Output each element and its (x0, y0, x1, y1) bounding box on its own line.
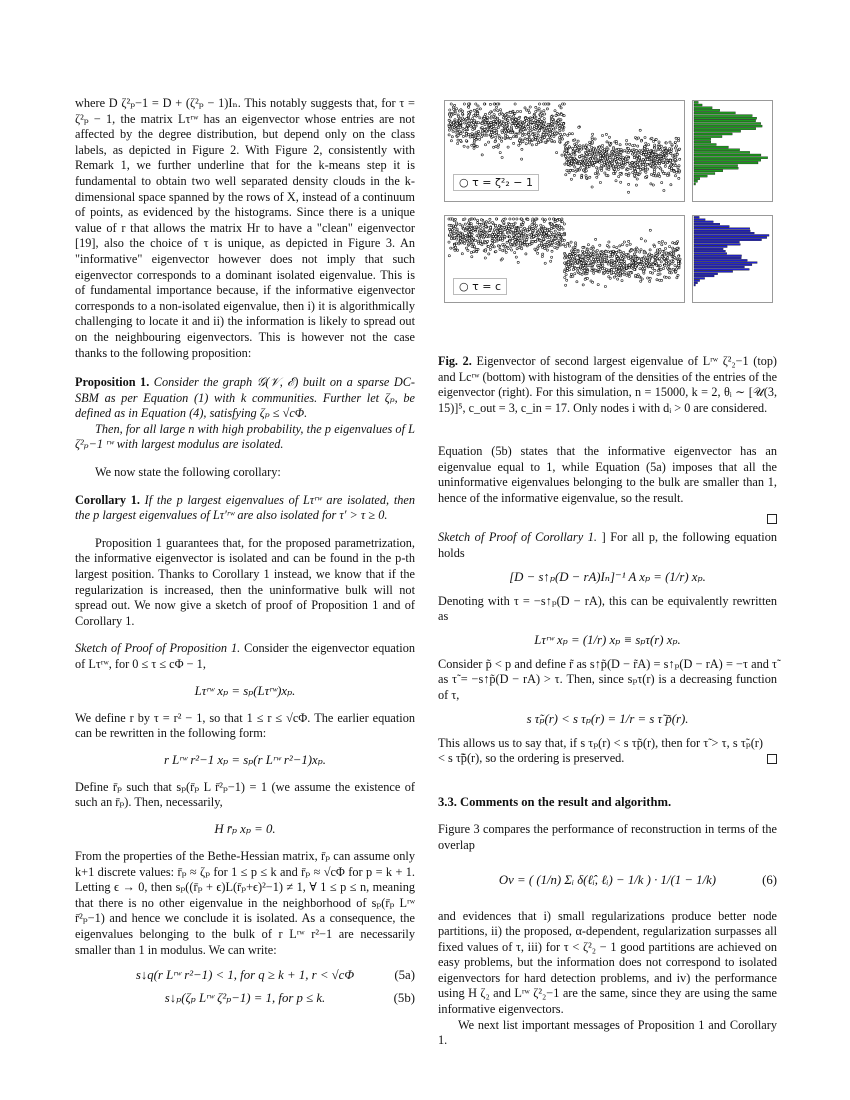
corollary-1 (75, 493, 415, 524)
paragraph-intro: where D ζ²ₚ−1 = D + (ζ²ₚ − 1)Iₙ. This notably suggests that, for τ = ζ²ₚ − 1, the matrix Lτʳʷ has an eigenvector whose entries are not affected by the degree distribution, but depend only on the class labels, as depicted in Figure 2. With Figure 2, consistently with Remark 1, we further underline that for the k-means step it is fundamental to obtain two well separated density clouds in the k-dimensional space spanned by the rows of X, instead of a continuum of points, as evidenced by the histograms. Since there is a unique value of r that allows the matrix Hr to have a "clean" eigenvector [19], also the choice of τ is unique, as depicted in Figure 3. An "informative" eigenvector however does not imply that such eigenvector corresponds to a dominant isolated eigenvalue. This is of fundamental importance because, if the informative eigenvector corresponds to a non-isolated eigenvalue, then i) it is algorithmically challenging to locate it and ii) the information is likely to spread out on the neighbouring eigenvectors. This is however not the case thanks to the following proposition: (75, 96, 415, 360)
equation-5a-body: s↓q(r Lʳʷ r²−1) < 1, for q ≥ k + 1, r < √cΦ (135, 968, 355, 983)
scatter-panel-top (444, 100, 685, 202)
equation-5a-number: (5a) (394, 968, 415, 983)
equation-bethe-hessian: H r̄ₚ xₚ = 0. (214, 821, 276, 836)
sketch-proof-corollary-text: ] For all p, the following equation holds (438, 530, 777, 560)
legend-label-top: τ = ζ²₂ − 1 (472, 176, 533, 189)
qed-box-icon-2 (767, 754, 777, 764)
equation-6-number: (6) (762, 872, 777, 887)
figure-caption-text: Eigenvector of second largest eigenvalue of Lʳʷ ζ²₂−1 (top) and Lcʳʷ (bottom) with histogram of the densities of the entries of the eigenvector (right). For this simulation, n = 15000, k = 2, θᵢ ∼ [𝒰(3, 15)]⁵, c_out = 3, c_in = 17. Only nodes i with dᵢ > 0 are considered. (438, 354, 777, 415)
histogram-top (693, 101, 772, 201)
paragraph-define-r: We define r by τ = r² − 1, so that 1 ≤ r ≤ √cΦ. The earlier equation can be rewritten in the following form: (75, 710, 415, 741)
paragraph-consider: Consider p̃ < p and define r̃ as s↑p̃(D − r̃A) = s↑ₚ(D − rA) = −τ and τ̃ as τ̃ = −s↑p̃(D − rA) > τ. Then, since sₚτ(r) is a decreasing function of τ, (438, 656, 777, 702)
paragraph-next: We next list important messages of Proposition 1 and Corollary 1. (438, 1017, 777, 1048)
corollary-label: Corollary 1. (75, 492, 140, 507)
equation-corollary-b: Lτʳʷ xₚ = (1/r) xₚ ≡ sₚτ(r) xₚ. (534, 632, 681, 647)
legend-marker-bottom: ○ (459, 280, 469, 293)
histogram-panel-bottom (692, 215, 773, 303)
figure-2 (438, 100, 777, 330)
sketch-proof-corollary-label: Sketch of Proof of Corollary 1. (438, 530, 597, 545)
paragraph-guarantee: Proposition 1 guarantees that, for the proposed parametrization, the informative eigenvector is isolated and can be found in the p-th largest position. Thanks to Corollary 1 instead, we know that if the regularization is increased, then the uninformative bulk will not spread out. We now give a sketch of proof of Proposition 1 and of Corollary 1. (75, 535, 415, 628)
sketch-proof-text: Consider the eigenvector equation of Lτʳʷ, for 0 ≤ τ ≤ cΦ − 1, (75, 641, 415, 671)
paragraph-define-rp: Define r̄ₚ such that sₚ(r̄ₚ L r̄²ₚ−1) = 1 (we assume the existence of such an r̄ₚ). Then, necessarily, (75, 779, 415, 810)
legend-top (453, 174, 539, 191)
equation-5a (75, 967, 415, 984)
scatter-panel-bottom (444, 215, 685, 303)
equation-5b (75, 990, 415, 1007)
histogram-bars (694, 216, 769, 286)
paragraph-overlap: Figure 3 compares the performance of reconstruction in terms of the overlap (438, 822, 777, 852)
equation-5b-number: (5b) (393, 991, 415, 1006)
sketch-proof-label: Sketch of Proof of Proposition 1. (75, 641, 241, 656)
qed-1 (438, 510, 777, 524)
left-column (75, 96, 415, 1013)
sketch-proof-prop (75, 641, 415, 672)
section-heading: 3.3. Comments on the result and algorithm. (438, 794, 672, 809)
equation-eigenvector: Lτʳʷ xₚ = sₚ(Lτʳʷ)xₚ. (194, 683, 296, 698)
right-column (438, 100, 777, 1049)
equation-corollary-c: s τ̃ₚ(r) < s τₚ(r) = 1/r = s τ̃ p̃(r). (526, 711, 689, 726)
legend-bottom (453, 278, 507, 295)
equation-6-body: Ov = ( (1/n) Σᵢ δ(ℓ̂ᵢ, ℓᵢ) − 1/k ) · 1/(1 − 1/k) (498, 872, 717, 887)
paragraph-bethe-properties: From the properties of the Bethe-Hessian matrix, r̄ₚ can assume only k+1 discrete values: r̄ₚ ≈ ζₚ for 1 ≤ p ≤ k and r̄ₚ ≈ √cΦ for p = k + 1. Letting ϵ → 0, then sₚ((r̄ₚ + ϵ)L(r̄ₚ+ϵ)²−1) ≠ 1, ∀ 1 ≤ p ≤ n, meaning that there is no other eigenvalue in the neighborhood of sₚ(r̄ₚ Lʳʷ r̄²ₚ−1) and hence we conclude it is isolated. As a consequence, the eigenvalues belonging to the bulk of r Lʳʷ r²−1 are necessarily smaller than 1 in modulus. We can write: (75, 848, 415, 957)
proposition-1 (75, 375, 415, 422)
histogram-bars (694, 101, 768, 185)
proposition-text-2: Then, for all large n with high probability, the p eigenvalues of L ζ²ₚ−1 ʳʷ with largest modulus are isolated. (75, 421, 415, 452)
paragraph-corollary-intro: We now state the following corollary: (95, 465, 281, 480)
sketch-proof-corollary (438, 530, 777, 561)
paragraph-ordering-text: This allows us to say that, if s τₚ(r) < s τp̃(r), then for τ̃ > τ, s τ̃ₚ(r) < s τ̃p̃(r), so the ordering is preserved. (438, 735, 763, 766)
histogram-panel-top (692, 100, 773, 202)
equation-6 (438, 872, 777, 889)
proposition-label: Proposition 1. (75, 375, 150, 390)
legend-label-bottom: τ = c (472, 280, 501, 293)
paragraph-eq5b: Equation (5b) states that the informative eigenvector has an eigenvalue equal to 1, while Equation (5a) imposes that all the uninformative eigenvalues belonging to the bulk are smaller than 1, hence of the informative eigenvalue, so the result. (438, 444, 777, 505)
equation-5b-body: s↓ₚ(ζₚ Lʳʷ ζ²ₚ−1) = 1, for p ≤ k. (164, 991, 326, 1006)
legend-marker-top: ○ (459, 176, 469, 189)
qed-box-icon (767, 514, 777, 524)
paragraph-denoting: Denoting with τ = −s↑ₚ(D − rA), this can be equivalently rewritten as (438, 593, 777, 624)
figure-caption-label: Fig. 2. (438, 354, 472, 368)
equation-corollary-a: [D − s↑ₚ(D − rA)Iₙ]⁻¹ A xₚ = (1/r) xₚ. (509, 569, 706, 584)
paragraph-evidences: and evidences that i) small regularizations produce better node partitions, ii) the proposed, α-dependent, regularization surpasses all fixed values of τ, iii) for τ < ζ²₂ − 1 good partitions are achieved on easy problems, but the information does not correspond to isolated eigenvectors for hard detection problems, and iv) the performance using H ζ₂ and Lʳʷ ζ²₂−1 are the same, since they are using the same informative eigenvectors. (438, 908, 777, 1017)
paragraph-ordering (438, 736, 777, 767)
histogram-bottom (693, 216, 772, 302)
equation-rewritten: r Lʳʷ r²−1 xₚ = sₚ(r Lʳʷ r²−1)xₚ. (164, 752, 326, 767)
corollary-text: If the p largest eigenvalues of Lτʳʷ are isolated, then the p largest eigenvalues of Lτ′ʳʷ are also isolated for τ′ > τ ≥ 0. (75, 492, 415, 523)
proposition-text: Consider the graph 𝒢(𝒱, ℰ) built on a sparse DC-SBM as per Equation (1) with k communities. Further let ζₚ, be defined as in Equation (4), satisfying ζₚ ≤ √cΦ. (75, 375, 415, 421)
figure-caption (438, 354, 777, 416)
